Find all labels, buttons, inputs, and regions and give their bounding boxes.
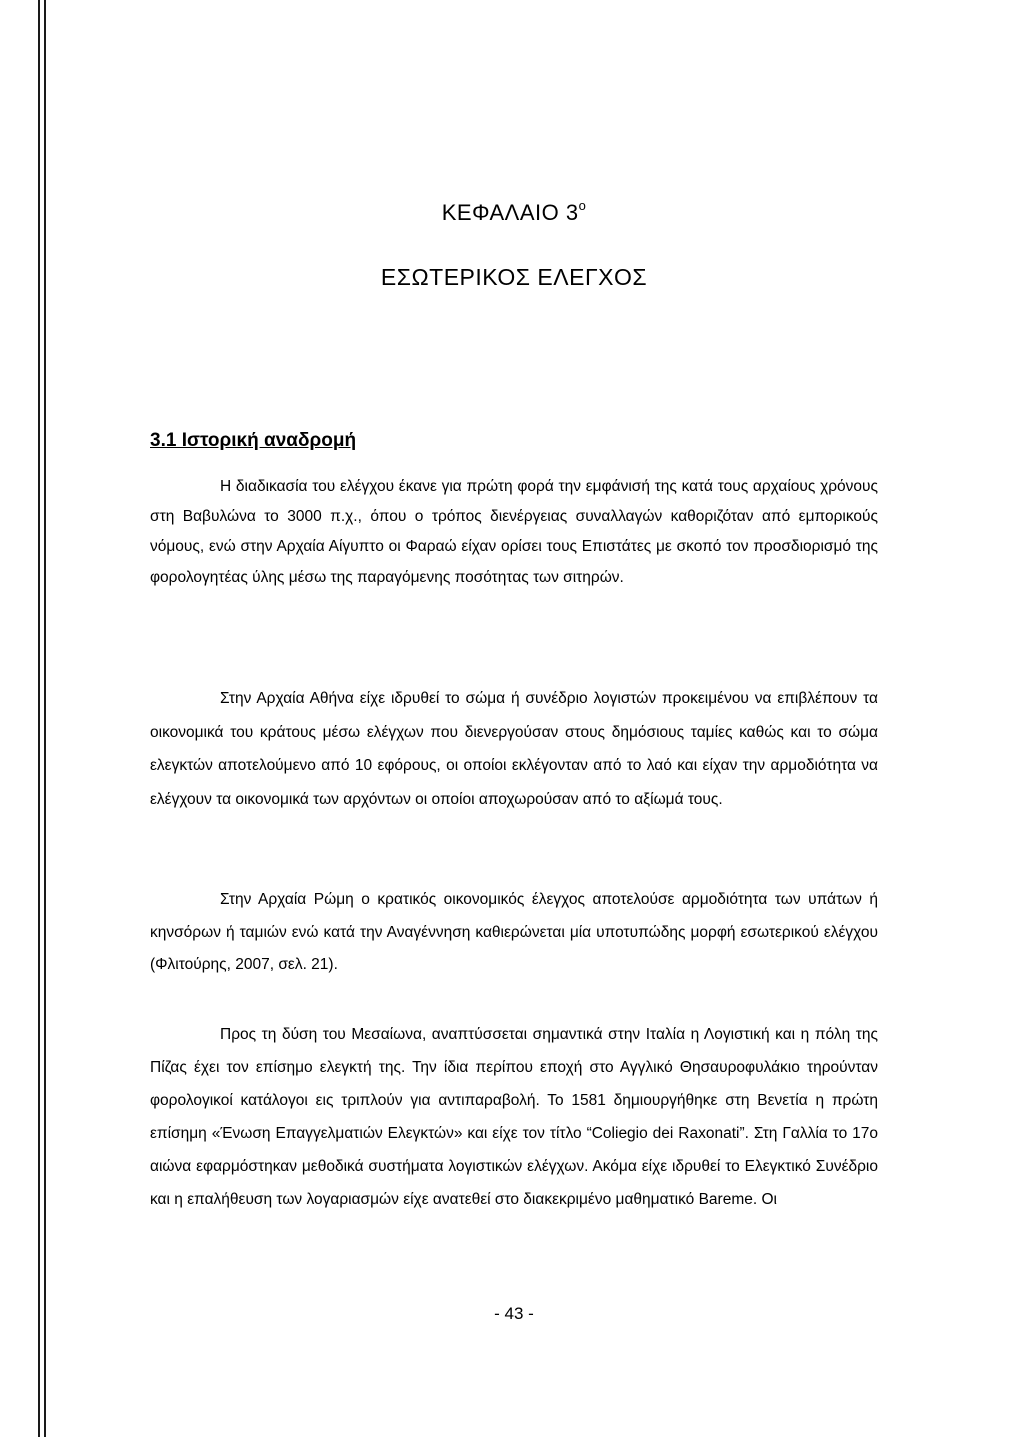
section-heading: 3.1 Ιστορική αναδρομή (150, 430, 357, 451)
paragraph: Στην Αρχαία Ρώμη ο κρατικός οικονομικός έλεγχος αποτελούσε αρμοδιότητα των υπάτων ή κηνσόρων ή ταμιών ενώ κατά την Αναγέννηση καθιερώνεται μία υποτυπώδης μορφή εσωτερικού ελέγχου (Φλιτούρης, 2007, σελ. 21). (150, 891, 878, 973)
chapter-title: ΕΣΩΤΕΡΙΚΟΣ ΕΛΕΓΧΟΣ (380, 264, 648, 290)
chapter-number-text: ΚΕΦΑΛΑΙΟ 3 (441, 200, 579, 225)
binding-edge-line (38, 0, 40, 1437)
binding-edge-line (44, 0, 46, 1437)
page-number: - 43 - (494, 1304, 534, 1323)
chapter-number-superscript: ο (578, 198, 587, 213)
paragraph: Προς τη δύση του Μεσαίωνα, αναπτύσσεται σημαντικά στην Ιταλία η Λογιστική και η πόλη της Πίζας έχει τον επίσημο ελεγκτή της. Την ίδια περίπου εποχή στο Αγγλικό Θησαυροφυλάκιο τηρούνταν φορολογικοί κατάλογοι εις τριπλούν για αντιπαραβολή. Το 1581 δημιουργήθηκε στη Βενετία η πρώτη επίσημη «Ένωση Επαγγελματιών Ελεγκτών» και είχε τον τίτλο “Coliegio dei Raxonati”. Στη Γαλλία το 17ο αιώνα εφαρμόστηκαν μεθοδικά συστήματα λογιστικών ελέγχων. Ακόμα είχε ιδρυθεί το Ελεγκτικό Συνέδριο και η επαλήθευση των λογαριασμών είχε ανατεθεί στο διακεκριμένο μαθηματικό Bareme. Οι (150, 1026, 878, 1208)
paragraph: Η διαδικασία του ελέγχου έκανε για πρώτη φορά την εμφάνισή της κατά τους αρχαίους χρόνους στη Βαβυλώνα το 3000 π.χ., όπου ο τρόπος διενέργειας συναλλαγών καθοριζόταν από εμπορικούς νόμους, ενώ στην Αρχαία Αίγυπτο οι Φαραώ είχαν ορίσει τους Επιστάτες με σκοπό τον προσδιορισμό της φορολογητέας ύλης μέσω της παραγόμενης ποσότητας των σιτηρών. (150, 478, 878, 586)
paragraph: Στην Αρχαία Αθήνα είχε ιδρυθεί το σώμα ή συνέδριο λογιστών προκειμένου να επιβλέπουν τα οικονομικά του κράτους μέσω ελέγχων που διενεργούσαν στους δημόσιους ταμίες καθώς και το σώμα ελεγκτών αποτελούμενο από 10 εφόρους, οι οποίοι εκλέγονταν από το λαό και είχαν την αρμοδιότητα να ελέγχουν τα οικονομικά των αρχόντων οι οποίοι αποχωρούσαν από το αξίωμά τους. (150, 690, 878, 808)
chapter-number (150, 198, 878, 226)
